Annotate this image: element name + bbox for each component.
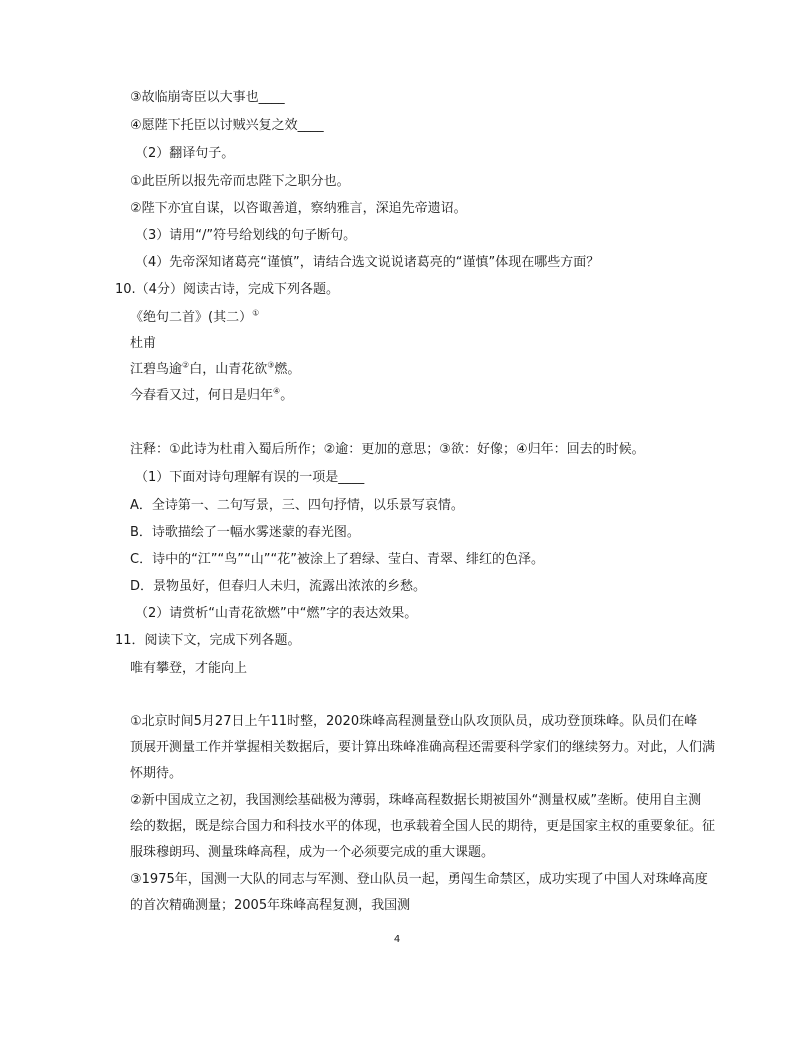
translate-sentence-1: ①此臣所以报先帝而忠陛下之职分也。 [130,174,350,189]
poem-title: 《绝句二首》(其二）① [130,308,260,325]
poem-annotation: 注释：①此诗为杜甫入蜀后所作；②逾：更加的意思；③欲：好像；④归年：回去的时候。 [130,442,645,457]
page-number: 4 [393,934,401,945]
option-a: A．全诗第一、二句写景，三、四句抒情，以乐景写哀情。 [130,498,464,513]
footnote-marker: ③ [267,360,275,370]
paragraph-3-line-2: 的首次精确测量；2005年珠峰高程复测，我国测 [130,898,411,913]
paragraph-1-line-1: ①北京时间5月27日上午11时整，2020珠峰高程测量登山队攻顶队员，成功登顶珠峰。队员们在峰 [130,714,698,729]
paragraph-3-line-1: ③1975年，国测一大队的同志与军测、登山队员一起，勇闯生命禁区，成功实现了中国人对珠峰高度 [130,872,708,887]
paragraph-1-line-3: 怀期待。 [130,766,183,781]
question-10-part-1: （1）下面对诗句理解有误的一项是____ [135,470,365,485]
question-9-part-4: （4）先帝深知诸葛亮“谨慎”，请结合选文说说诸葛亮的“谨慎”体现在哪些方面？ [135,255,600,270]
option-c: C．诗中的“江”“鸟”“山”“花”被涂上了碧绿、莹白、青翠、绯红的色泽。 [130,552,544,567]
question-9-sub-4-line: ④愿陛下托臣以讨贼兴复之效____ [130,118,324,133]
question-9-part-2-heading: （2）翻译句子。 [135,146,235,161]
paragraph-2-line-3: 服珠穆朗玛、测量珠峰高程，成为一个必须要完成的重大课题。 [130,845,495,860]
question-10-part-2: （2）请赏析“山青花欲燃”中“燃”字的表达效果。 [135,606,418,621]
poem-line-2: 今春看又过，何日是归年④。 [130,386,294,403]
question-11-heading: 11．阅读下文，完成下列各题。 [115,633,301,648]
question-9-part-3: （3）请用“/”符号给划线的句子断句。 [135,228,357,243]
poem-author: 杜甫 [130,336,157,351]
article-title: 唯有攀登，才能向上 [130,661,248,676]
footnote-marker: ④ [273,386,281,396]
poem-line-1: 江碧鸟逾②白，山青花欲③燃。 [130,360,301,377]
paragraph-2-line-1: ②新中国成立之初，我国测绘基础极为薄弱，珠峰高程数据长期被国外“测量权威”垄断。使用自主测 [130,793,702,808]
option-b: B．诗歌描绘了一幅水雾迷蒙的春光图。 [130,525,360,540]
question-10-heading: 10.（4分）阅读古诗，完成下列各题。 [115,282,339,297]
translate-sentence-2: ②陛下亦宜自谋，以咨诹善道，察纳雅言，深追先帝遗诏。 [130,201,467,216]
footnote-marker: ① [252,308,260,318]
paragraph-1-line-2: 顶展开测量工作并掌握相关数据后，要计算出珠峰准确高程还需要科学家们的继续努力。对此，人们满 [130,740,716,755]
paragraph-2-line-2: 绘的数据，既是综合国力和科技水平的体现，也承载着全国人民的期待，更是国家主权的重要象征。征 [130,819,716,834]
footnote-marker: ② [182,360,190,370]
option-d: D．景物虽好，但春归人未归，流露出浓浓的乡愁。 [130,579,427,594]
question-9-sub-3-line: ③故临崩寄臣以大事也____ [130,90,285,105]
